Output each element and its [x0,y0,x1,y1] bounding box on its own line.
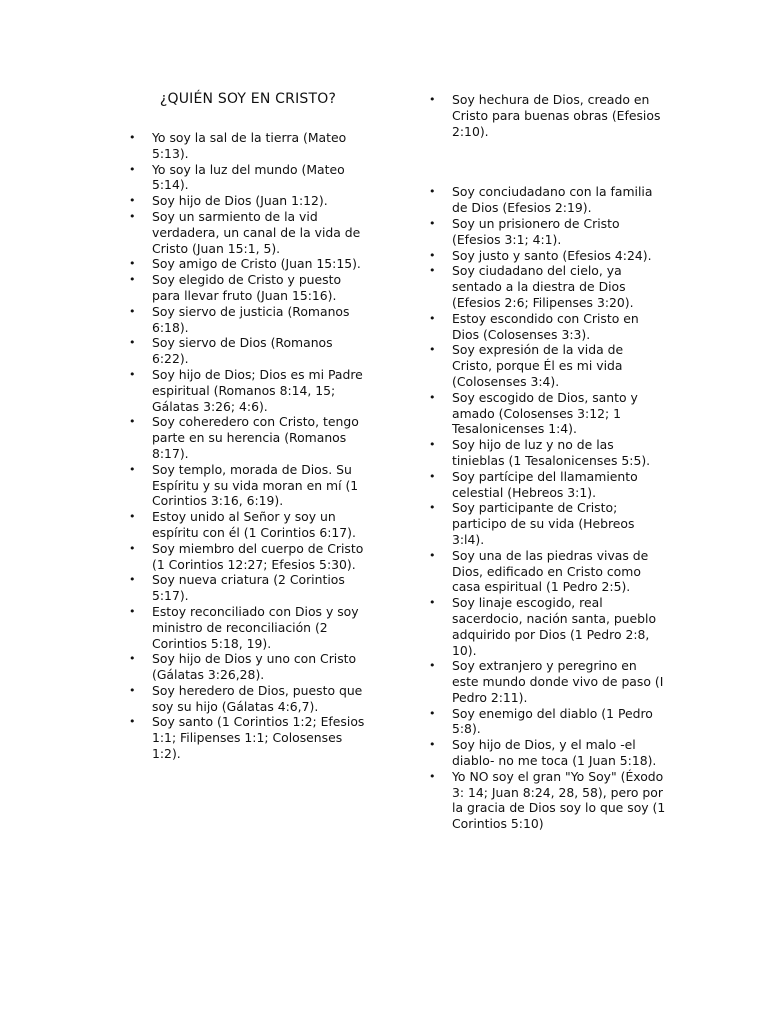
list-item-text: Soy heredero de Dios, puesto que soy su hijo (Gálatas 4:6,7). [152,682,363,714]
list-item [427,469,667,501]
bullet-icon: • [129,541,136,555]
list-item [127,367,367,414]
list-item-text: Soy hijo de Dios y uno con Cristo (Gálatas 3:26,28). [152,651,357,683]
list-item [427,263,667,310]
list-item [427,342,667,389]
bullet-icon: • [129,131,136,144]
list-item [427,216,667,248]
list-item-text: Yo NO soy el gran "Yo Soy" (Éxodo 3: 14; Juan 8:24, 28, 58), pero por la gracia de Dios soy lo que soy (1 Corintios 5:10) [452,768,666,832]
list-item-text: Soy participante de Cristo; participo de su vida (Hebreos 3:l4). [452,500,635,547]
list-item-text: Soy nueva criatura (2 Corintios 5:17). [152,572,345,604]
list-item [127,335,367,367]
bullet-icon: • [429,596,436,610]
bullet-icon: • [429,501,436,515]
list-item-text: Soy miembro del cuerpo de Cristo (1 Corintios 12:27; Efesios 5:30). [152,540,364,572]
list-item [427,184,667,216]
list-item [427,737,667,769]
list-item-text: Soy expresión de la vida de Cristo, porque Él es mi vida (Colosenses 3:4). [452,342,624,389]
list-item-text: Soy elegido de Cristo y puesto para llevar fruto (Juan 15:16). [152,272,342,303]
list-item-text: Soy amigo de Cristo (Juan 15:15). [152,256,361,272]
list-item [427,311,667,343]
list-item-text: Soy enemigo del diablo (1 Pedro 5:8). [452,705,653,737]
list-item-text: Soy extranjero y peregrino en este mundo donde vivo de paso (I Pedro 2:11). [452,658,664,705]
bullet-icon: • [129,652,136,666]
list-item-text: Soy siervo de justicia (Romanos 6:18). [152,303,350,335]
list-item-text: Soy conciudadano con la familia de Dios (Efesios 2:19). [452,184,653,216]
bullet-icon: • [429,738,436,752]
list-item [127,462,367,509]
list-item-text: Soy coheredero con Cristo, tengo parte en su herencia (Romanos 8:17). [152,414,359,461]
bullet-icon: • [129,604,136,618]
list-item [127,162,367,194]
list-item-text: Soy hijo de luz y no de las tinieblas (1 Tesalonicenses 5:5). [452,437,651,468]
list-item [427,769,667,832]
bullet-icon: • [429,548,436,562]
list-item-text: Soy hechura de Dios, creado en Cristo para buenas obras (Efesios 2:10). [452,92,661,139]
bullet-icon: • [129,194,136,208]
list-item-text: Estoy reconciliado con Dios y soy ministro de reconciliación (2 Corintios 5:18, 19). [152,603,359,651]
list-item [127,541,367,573]
list-item [427,706,667,738]
bullet-icon: • [129,336,136,350]
bullet-icon: • [129,367,136,381]
list-item [127,572,367,604]
bullet-icon: • [129,462,136,476]
bullet-icon: • [129,209,136,223]
page-title: ¿QUIÉN SOY EN CRISTO? [159,91,337,107]
bullet-icon: • [429,706,436,720]
bullet-icon: • [129,683,136,697]
bullet-icon: • [429,769,436,783]
list-item-text: Estoy unido al Señor y soy un espíritu con él (1 Corintios 6:17). [152,509,356,540]
bullet-icon: • [429,390,436,404]
list-item [127,256,367,272]
bullet-icon: • [429,93,436,106]
list-item-text: Yo soy la luz del mundo (Mateo 5:14). [152,161,345,193]
list-item-text: Soy una de las piedras vivas de Dios, edificado en Cristo como casa espiritual (1 Pedro 2:5). [452,547,649,595]
list-item-text: Soy santo (1 Corintios 1:2; Efesios 1:1; Filipenses 1:1; Colosenses 1:2). [152,714,365,762]
list-item-text: Soy un prisionero de Cristo (Efesios 3:1; 4:1). [452,215,620,247]
list-item-text: Soy un sarmiento de la vid verdadera, un canal de la vida de Cristo (Juan 15:1, 5). [152,208,361,256]
list-item [127,714,367,761]
list-item [427,92,667,139]
list-item [127,604,367,651]
bullet-icon: • [129,715,136,729]
bullet-icon: • [429,343,436,357]
list-item-text: Soy partícipe del llamamiento celestial (Hebreos 3:1). [452,468,638,500]
list-item [427,658,667,705]
bullet-icon: • [429,311,436,325]
list-item [127,509,367,541]
list-item [127,683,367,715]
list-item [427,595,667,658]
list-item [427,390,667,437]
bullet-icon: • [429,185,436,199]
left-column-list [127,130,367,762]
list-item-text: Soy escogido de Dios, santo y amado (Colosenses 3:12; 1 Tesalonicenses 1:4). [452,389,638,437]
list-item-text: Soy templo, morada de Dios. Su Espíritu y su vida moran en mí (1 Corintios 3:16, 6:19). [152,461,359,509]
bullet-icon: • [129,573,136,587]
list-item-text: Soy hijo de Dios (Juan 1:12). [152,193,328,209]
list-item-text: Estoy escondido con Cristo en Dios (Colosenses 3:3). [452,310,639,342]
list-item-text: Soy siervo de Dios (Romanos 6:22). [152,335,333,367]
bullet-icon: • [429,248,436,262]
list-item [127,193,367,209]
list-item [427,500,667,547]
list-item [427,548,667,595]
list-item-text: Soy hijo de Dios, y el malo -el diablo- no me toca (1 Juan 5:18). [452,737,657,769]
bullet-icon: • [129,415,136,429]
list-item-text: Soy hijo de Dios; Dios es mi Padre espiritual (Romanos 8:14, 15; Gálatas 3:26; 4:6). [152,366,363,414]
list-item [127,414,367,461]
bullet-icon: • [129,257,136,271]
bullet-icon: • [129,510,136,524]
list-item [127,130,367,162]
list-item [427,437,667,469]
bullet-icon: • [429,469,436,483]
list-item-text: Soy ciudadano del cielo, ya sentado a la diestra de Dios (Efesios 2:6; Filipenses 3:20). [452,263,634,310]
bullet-icon: • [429,438,436,452]
bullet-icon: • [129,273,136,287]
bullet-icon: • [129,304,136,318]
bullet-icon: • [429,264,436,278]
list-item-text: Yo soy la sal de la tierra (Mateo 5:13). [152,130,347,161]
list-item [127,651,367,683]
bullet-icon: • [429,216,436,230]
list-item [427,248,667,264]
list-item [127,304,367,336]
list-item-text: Soy justo y santo (Efesios 4:24). [452,247,652,263]
right-column-list [427,92,667,832]
list-item-text: Soy linaje escogido, real sacerdocio, nación santa, pueblo adquirido por Dios (1 Pedro 2:8, 10). [452,595,657,658]
bullet-icon: • [129,162,136,176]
list-item [127,209,367,256]
bullet-icon: • [429,659,436,673]
list-item [127,272,367,304]
